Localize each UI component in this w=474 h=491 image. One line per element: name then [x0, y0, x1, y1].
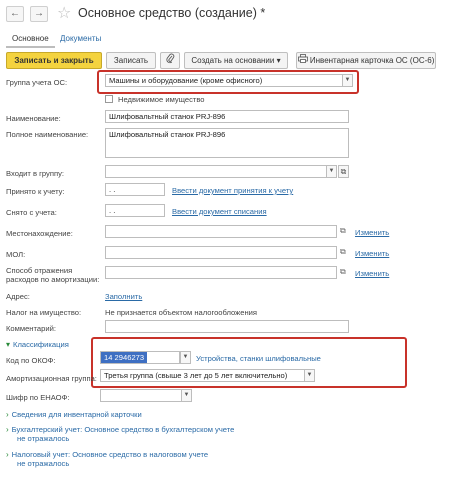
in-group-open-button[interactable] — [338, 165, 349, 178]
accepted-label: Принято к учету: — [6, 187, 65, 196]
chevron-right-icon: › — [6, 410, 9, 419]
window-title: Основное средство (создание) * — [78, 6, 266, 20]
tax-value: Не признается объектом налогообложения — [105, 308, 258, 317]
chevron-down-icon: ▼ — [182, 354, 189, 360]
chevron-down-icon: ▾ — [276, 56, 281, 65]
removed-label: Снято с учета: — [6, 208, 57, 217]
forward-button[interactable] — [30, 6, 48, 22]
chevron-down-icon: ▼ — [306, 372, 313, 378]
full-name-field[interactable]: Шлифовальтный станок PRJ-896 — [105, 128, 349, 158]
tax-section-line2: не отражалось — [17, 459, 70, 468]
comment-field[interactable] — [105, 320, 349, 333]
back-button[interactable] — [6, 6, 24, 22]
address-fill-link[interactable]: Заполнить — [105, 292, 143, 301]
toolbar — [0, 52, 474, 72]
link-icon[interactable]: ⧉ — [340, 267, 346, 276]
depreciation-label-line2: расходов по амортизации: — [6, 275, 100, 284]
accepted-document-link[interactable]: Ввести документ принятия к учету — [172, 186, 294, 195]
arrow-right-icon: → — [34, 8, 44, 19]
okof-description[interactable]: Устройства, станки шлифовальные — [196, 354, 321, 363]
tab-bar — [0, 28, 474, 48]
address-label: Адрес: — [6, 292, 30, 301]
enaof-field[interactable] — [100, 389, 182, 402]
tax-label: Налог на имущество: — [6, 308, 82, 317]
paperclip-icon — [166, 57, 175, 66]
depreciation-field[interactable] — [105, 266, 337, 279]
realty-label: Недвижимое имущество — [118, 95, 205, 104]
in-group-label: Входит в группу: — [6, 169, 64, 178]
printer-icon — [298, 56, 310, 65]
tax-section[interactable]: › Налоговый учет: Основное средство в налоговом учете — [6, 450, 209, 459]
amortization-group-dropdown-button[interactable] — [304, 369, 315, 382]
chevron-right-icon: › — [6, 425, 9, 434]
accounting-section-line2: не отражалось — [17, 434, 70, 443]
removal-document-link[interactable]: Ввести документ списания — [172, 207, 267, 216]
accepted-date-field[interactable]: . . — [105, 183, 165, 196]
create-based-on-button[interactable]: Создать на основании ▾ — [184, 52, 288, 69]
removed-date-field[interactable]: . . — [105, 204, 165, 217]
arrow-left-icon: ← — [10, 8, 20, 19]
enaof-label: Шифр по ЕНАОФ: — [6, 393, 70, 402]
amortization-group-field[interactable]: Третья группа (свыше 3 лет до 5 лет включительно) — [100, 369, 305, 382]
save-close-button[interactable]: Записать и закрыть — [6, 52, 102, 69]
name-label: Наименование: — [6, 114, 61, 123]
mol-label: МОЛ: — [6, 250, 26, 259]
okof-dropdown-button[interactable] — [180, 351, 191, 364]
inventory-card-print-button[interactable]: Инвентарная карточка ОС (ОС-6) — [296, 52, 436, 69]
favorite-star-icon[interactable]: ☆ — [57, 5, 72, 22]
chevron-down-icon: ▼ — [344, 77, 351, 83]
group-label: Группа учета ОС: — [6, 78, 68, 87]
okof-field[interactable] — [100, 351, 180, 364]
chevron-right-icon: › — [6, 450, 9, 459]
realty-checkbox[interactable] — [105, 95, 113, 103]
group-field[interactable]: Машины и оборудование (кроме офисного) — [105, 74, 345, 87]
full-name-label: Полное наименование: — [6, 130, 89, 139]
chevron-down-icon: ▼ — [328, 168, 335, 174]
inventory-card-section[interactable]: › Сведения для инвентарной карточки — [6, 410, 142, 419]
comment-label: Комментарий: — [6, 324, 56, 333]
link-icon: ⧉ — [340, 167, 347, 176]
chevron-down-icon: ▾ — [6, 340, 11, 349]
amortization-group-label: Амортизационная группа: — [6, 374, 97, 383]
accounting-section[interactable]: › Бухгалтерский учет: Основное средство в бухгалтерском учете — [6, 425, 235, 434]
mol-field[interactable] — [105, 246, 337, 259]
highlight-frame-group — [97, 70, 359, 94]
depreciation-label-line1: Способ отражения — [6, 266, 73, 275]
location-change-link[interactable]: Изменить — [355, 228, 390, 237]
tab-documents[interactable]: Документы — [60, 34, 102, 43]
classification-header[interactable]: ▾ Классификация — [6, 340, 69, 349]
mol-change-link[interactable]: Изменить — [355, 249, 390, 258]
tab-main[interactable]: Основное — [6, 31, 55, 48]
location-field[interactable] — [105, 225, 337, 238]
depreciation-change-link[interactable]: Изменить — [355, 269, 390, 278]
attach-button[interactable] — [160, 52, 180, 69]
chevron-down-icon: ▼ — [183, 392, 190, 398]
in-group-dropdown-button[interactable] — [326, 165, 337, 178]
link-icon[interactable]: ⧉ — [340, 226, 346, 235]
save-button[interactable]: Записать — [106, 52, 156, 69]
in-group-field[interactable] — [105, 165, 327, 178]
okof-label: Код по ОКОФ: — [6, 356, 56, 365]
name-field[interactable]: Шлифовальтный станок PRJ-896 — [105, 110, 349, 123]
location-label: Местонахождение: — [6, 229, 73, 238]
enaof-dropdown-button[interactable] — [181, 389, 192, 402]
okof-selected-value: 14 2946273 — [101, 352, 147, 363]
title-bar — [0, 0, 474, 28]
link-icon[interactable]: ⧉ — [340, 247, 346, 256]
